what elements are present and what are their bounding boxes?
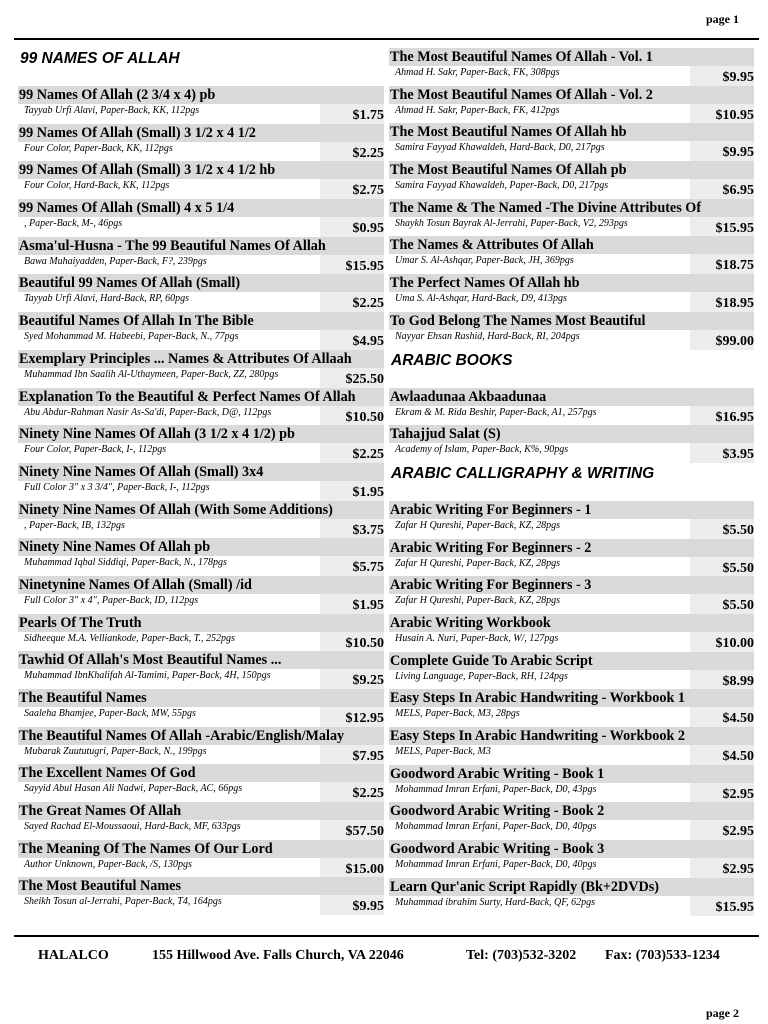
item-title: Easy Steps In Arabic Handwriting - Workbook 1 xyxy=(389,689,754,707)
catalog-item xyxy=(18,463,384,501)
item-details: Shaykh Tosun Bayrak Al-Jerrahi, Paper-Back, V2, 293pgs xyxy=(395,217,628,229)
item-title: Goodword Arabic Writing - Book 1 xyxy=(389,765,754,783)
item-price: $3.95 xyxy=(690,443,754,463)
catalog-item xyxy=(18,350,384,388)
item-price: $9.95 xyxy=(690,66,754,86)
catalog-item xyxy=(389,652,754,690)
item-details: Bawa Muhaiyadden, Paper-Back, F?, 239pgs xyxy=(24,255,207,267)
item-details: Syed Mohammad M. Habeebi, Paper-Back, N., 77pgs xyxy=(24,331,239,343)
catalog-item xyxy=(18,802,384,840)
item-details: Four Color, Hard-Back, KK, 112pgs xyxy=(24,180,170,192)
catalog-item xyxy=(389,501,754,539)
item-details: Sidheeque M.A. Velliankode, Paper-Back, T., 252pgs xyxy=(24,632,235,644)
item-title: Tahajjud Salat (S) xyxy=(389,425,754,443)
item-title: Explanation To the Beautiful & Perfect Names Of Allah xyxy=(18,388,384,406)
item-price: $15.00 xyxy=(320,858,384,878)
item-title: 99 Names Of Allah (Small) 3 1/2 x 4 1/2 xyxy=(18,124,384,142)
item-price: $5.50 xyxy=(690,557,754,577)
item-price: $15.95 xyxy=(320,255,384,275)
item-price: $10.95 xyxy=(690,104,754,124)
item-details: Mohammad Imran Erfani, Paper-Back, D0, 43pgs xyxy=(395,783,597,795)
page-number-bottom: page 2 xyxy=(706,1006,739,1020)
catalog-item xyxy=(389,236,754,274)
item-price: $9.95 xyxy=(690,141,754,161)
catalog-item xyxy=(18,274,384,312)
catalog-item xyxy=(18,161,384,199)
item-title: Easy Steps In Arabic Handwriting - Workbook 2 xyxy=(389,727,754,745)
item-details: Sheikh Tosun al-Jerrahi, Paper-Back, T4, 164pgs xyxy=(24,896,222,908)
item-details: Author Unknown, Paper-Back, /S, 130pgs xyxy=(24,858,192,870)
item-details: Uma S. Al-Ashqar, Hard-Back, D9, 413pgs xyxy=(395,293,567,305)
item-price: $5.50 xyxy=(690,519,754,539)
item-details: Zafar H Qureshi, Paper-Back, KZ, 28pgs xyxy=(395,595,560,607)
item-price: $1.95 xyxy=(320,481,384,501)
item-title: The Most Beautiful Names xyxy=(18,877,384,895)
item-details: Zafar H Qureshi, Paper-Back, KZ, 28pgs xyxy=(395,557,560,569)
item-title: The Names & Attributes Of Allah xyxy=(389,236,754,254)
catalog-item xyxy=(389,86,754,124)
item-price: $1.95 xyxy=(320,594,384,614)
item-price: $6.95 xyxy=(690,179,754,199)
item-details: Husain A. Nuri, Paper-Back, W/, 127pgs xyxy=(395,632,559,644)
item-details: Tayyab Urfi Alavi, Hard-Back, RP, 60pgs xyxy=(24,293,189,305)
catalog-item xyxy=(18,651,384,689)
item-price: $5.50 xyxy=(690,594,754,614)
item-price: $2.95 xyxy=(690,783,754,803)
item-title: Tawhid Of Allah's Most Beautiful Names ... xyxy=(18,651,384,669)
item-details: Muhammad ibrahim Surty, Hard-Back, QF, 62pgs xyxy=(395,896,595,908)
item-price: $2.25 xyxy=(320,292,384,312)
item-price: $10.50 xyxy=(320,632,384,652)
item-title: Goodword Arabic Writing - Book 3 xyxy=(389,840,754,858)
item-price: $10.50 xyxy=(320,406,384,426)
item-price: $25.50 xyxy=(320,368,384,388)
catalog-item xyxy=(18,199,384,237)
section-heading: 99 NAMES OF ALLAH xyxy=(20,50,180,67)
item-details: Saaleha Bhamjee, Paper-Back, MW, 55pgs xyxy=(24,708,196,719)
item-title: Complete Guide To Arabic Script xyxy=(389,652,754,670)
item-details: Living Language, Paper-Back, RH, 124pgs xyxy=(395,670,568,682)
catalog-item xyxy=(18,501,384,539)
item-price: $1.75 xyxy=(320,104,384,124)
item-title: The Beautiful Names Of Allah -Arabic/English/Malay xyxy=(18,727,384,745)
catalog-item xyxy=(389,539,754,577)
item-details: Ahmad H. Sakr, Paper-Back, FK, 308pgs xyxy=(395,67,560,78)
catalog-item xyxy=(389,425,754,463)
item-price: $15.95 xyxy=(690,896,754,916)
item-title: The Most Beautiful Names Of Allah hb xyxy=(389,123,754,141)
catalog-item xyxy=(18,388,384,426)
footer-address: 155 Hillwood Ave. Falls Church, VA 22046 xyxy=(152,948,404,963)
item-details: Full Color 3" x 3 3/4", Paper-Back, I-, 112pgs xyxy=(24,481,210,493)
item-details: Zafar H Qureshi, Paper-Back, KZ, 28pgs xyxy=(395,519,560,531)
item-details: Sayed Rachad El-Moussaoui, Hard-Back, MF, 633pgs xyxy=(24,821,241,833)
item-title: 99 Names Of Allah (Small) 3 1/2 x 4 1/2 hb xyxy=(18,161,384,179)
item-details: Full Color 3" x 4", Paper-Back, ID, 112pgs xyxy=(24,594,199,606)
catalog-item xyxy=(18,614,384,652)
item-details: Academy of Islam, Paper-Back, K%, 90pgs xyxy=(395,444,569,456)
item-details: Sayyid Abul Hasan Ali Nadwi, Paper-Back, AC, 66pgs xyxy=(24,783,243,795)
catalog-item xyxy=(389,199,754,237)
item-price: $9.95 xyxy=(320,895,384,915)
catalog-item xyxy=(18,727,384,765)
item-details: MELS, Paper-Back, M3, 28pgs xyxy=(395,708,520,720)
item-title: The Meaning Of The Names Of Our Lord xyxy=(18,840,384,858)
item-title: Ninety Nine Names Of Allah pb xyxy=(18,538,384,556)
item-price: $0.95 xyxy=(320,217,384,237)
item-price: $18.75 xyxy=(690,254,754,274)
left-column xyxy=(18,48,384,915)
item-details: Abu Abdur-Rahman Nasir As-Sa'di, Paper-Back, D@, 112pgs xyxy=(24,406,272,418)
right-column xyxy=(389,48,754,915)
item-title: 99 Names Of Allah (2 3/4 x 4) pb xyxy=(18,86,384,104)
catalog-item xyxy=(389,161,754,199)
footer-company: HALALCO xyxy=(38,948,109,963)
item-details: Umar S. Al-Ashqar, Paper-Back, JH, 369pgs xyxy=(395,255,574,267)
footer-tel: Tel: (703)532-3202 xyxy=(466,948,577,963)
item-title: The Most Beautiful Names Of Allah - Vol. 2 xyxy=(389,86,754,104)
item-title: Ninety Nine Names Of Allah (Small) 3x4 xyxy=(18,463,384,481)
item-title: The Name & The Named -The Divine Attributes Of xyxy=(389,199,754,217)
catalog-item xyxy=(18,538,384,576)
catalog-item xyxy=(389,802,754,840)
item-price: $4.50 xyxy=(690,745,754,765)
page-number-top: page 1 xyxy=(706,12,739,26)
item-title: 99 Names Of Allah (Small) 4 x 5 1/4 xyxy=(18,199,384,217)
footer-fax: Fax: (703)533-1234 xyxy=(605,948,720,963)
catalog-item xyxy=(18,840,384,878)
item-title: Arabic Writing For Beginners - 3 xyxy=(389,576,754,594)
section-heading: ARABIC CALLIGRAPHY & WRITING xyxy=(391,464,655,482)
catalog-item xyxy=(389,274,754,312)
item-title: Ninety Nine Names Of Allah (3 1/2 x 4 1/2) pb xyxy=(18,425,384,443)
item-title: The Beautiful Names xyxy=(18,689,384,707)
item-title: Arabic Writing Workbook xyxy=(389,614,754,632)
item-price: $15.95 xyxy=(690,217,754,237)
item-title: Goodword Arabic Writing - Book 2 xyxy=(389,802,754,820)
item-details: , Paper-Back, IB, 132pgs xyxy=(24,519,125,531)
item-price: $2.25 xyxy=(320,142,384,162)
catalog-item xyxy=(389,312,754,350)
item-price: $10.00 xyxy=(690,632,754,652)
item-title: The Most Beautiful Names Of Allah pb xyxy=(389,161,754,179)
catalog-item xyxy=(18,86,384,124)
item-price: $4.50 xyxy=(690,707,754,727)
catalog-item xyxy=(389,388,754,426)
item-price: $7.95 xyxy=(320,745,384,765)
item-title: Ninety Nine Names Of Allah (With Some Additions) xyxy=(18,501,384,519)
catalog-item xyxy=(18,764,384,802)
item-title: Exemplary Principles ... Names & Attributes Of Allaah xyxy=(18,350,384,368)
item-details: Samira Fayyad Khawaldeh, Hard-Back, D0, 217pgs xyxy=(395,142,605,154)
item-price: $99.00 xyxy=(690,330,754,350)
item-price: $2.25 xyxy=(320,443,384,463)
item-details: MELS, Paper-Back, M3 xyxy=(395,746,491,757)
item-title: Arabic Writing For Beginners - 1 xyxy=(389,501,754,519)
catalog-item xyxy=(18,237,384,275)
item-price: $2.95 xyxy=(690,858,754,878)
item-details: Ahmad H. Sakr, Paper-Back, FK, 412pgs xyxy=(395,104,560,116)
item-title: Beautiful 99 Names Of Allah (Small) xyxy=(18,274,384,292)
item-details: Tayyab Urfi Alavi, Paper-Back, KK, 112pgs xyxy=(24,105,200,116)
item-title: Pearls Of The Truth xyxy=(18,614,384,632)
item-title: The Most Beautiful Names Of Allah - Vol. 1 xyxy=(389,48,754,66)
item-details: Muhammad Ibn Saalih Al-Uthaymeen, Paper-Back, ZZ, 280pgs xyxy=(24,368,279,380)
item-price: $12.95 xyxy=(320,707,384,727)
catalog-item xyxy=(18,124,384,162)
item-title: The Great Names Of Allah xyxy=(18,802,384,820)
catalog-item xyxy=(389,727,754,765)
catalog-item xyxy=(18,312,384,350)
item-details: Ekram & M. Rida Beshir, Paper-Back, A1, 257pgs xyxy=(395,406,597,418)
catalog-item xyxy=(389,878,754,916)
item-price: $5.75 xyxy=(320,556,384,576)
item-details: Mubarak Zuututugri, Paper-Back, N., 199pgs xyxy=(24,745,207,757)
item-price: $57.50 xyxy=(320,820,384,840)
bottom-divider xyxy=(14,935,759,937)
item-price: $4.95 xyxy=(320,330,384,350)
item-title: Asma'ul-Husna - The 99 Beautiful Names Of Allah xyxy=(18,237,384,255)
item-price: $18.95 xyxy=(690,292,754,312)
item-details: Muhammad IbnKhalifah Al-Tamimi, Paper-Back, 4H, 150pgs xyxy=(24,670,271,682)
item-title: Beautiful Names Of Allah In The Bible xyxy=(18,312,384,330)
item-title: Arabic Writing For Beginners - 2 xyxy=(389,539,754,557)
item-price: $9.25 xyxy=(320,669,384,689)
catalog-item xyxy=(389,576,754,614)
item-details: Muhammad Iqbal Siddiqi, Paper-Back, N., 178pgs xyxy=(24,557,227,569)
item-price: $3.75 xyxy=(320,519,384,539)
catalog-item xyxy=(389,48,754,86)
item-details: Mohammad Imran Erfani, Paper-Back, D0, 40pgs xyxy=(395,859,597,871)
item-details: Nayyar Ehsan Rashid, Hard-Back, RI, 204pgs xyxy=(395,330,580,342)
catalog-item xyxy=(389,840,754,878)
catalog-item xyxy=(389,689,754,727)
item-price: $2.25 xyxy=(320,782,384,802)
catalog-item xyxy=(389,614,754,652)
item-details: Samira Fayyad Khawaldeh, Paper-Back, D0, 217pgs xyxy=(395,180,609,192)
catalog-item xyxy=(18,425,384,463)
catalog-item xyxy=(18,689,384,727)
item-price: $2.95 xyxy=(690,820,754,840)
catalog-item xyxy=(18,877,384,915)
item-title: Awlaadunaa Akbaadunaa xyxy=(389,388,754,406)
item-details: , Paper-Back, M-, 46pgs xyxy=(24,218,123,230)
item-price: $16.95 xyxy=(690,406,754,426)
catalog-item xyxy=(18,576,384,614)
top-divider xyxy=(14,38,759,40)
item-details: Mohammad Imran Erfani, Paper-Back, D0, 40pgs xyxy=(395,821,597,833)
item-title: The Excellent Names Of God xyxy=(18,764,384,782)
item-details: Four Color, Paper-Back, I-, 112pgs xyxy=(24,444,167,456)
section-heading: ARABIC BOOKS xyxy=(391,351,513,369)
item-title: The Perfect Names Of Allah hb xyxy=(389,274,754,292)
catalog-item xyxy=(389,765,754,803)
item-details: Four Color, Paper-Back, KK, 112pgs xyxy=(24,142,173,154)
catalog-item xyxy=(389,123,754,161)
item-price: $2.75 xyxy=(320,179,384,199)
item-price: $8.99 xyxy=(690,670,754,690)
item-title: Ninetynine Names Of Allah (Small) /id xyxy=(18,576,384,594)
item-title: To God Belong The Names Most Beautiful xyxy=(389,312,754,330)
item-title: Learn Qur'anic Script Rapidly (Bk+2DVDs) xyxy=(389,878,754,896)
